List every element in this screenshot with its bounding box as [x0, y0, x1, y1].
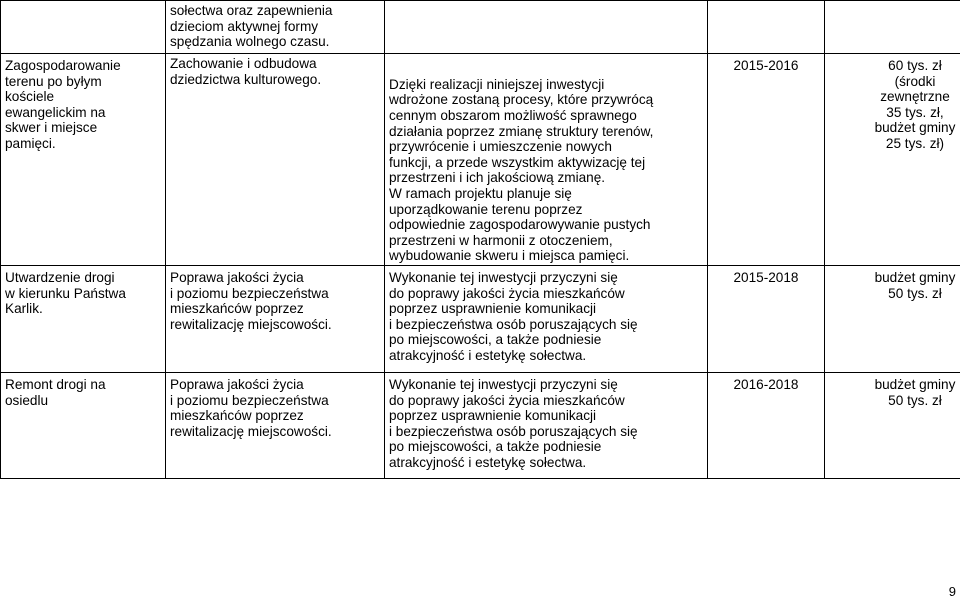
description-line: Wykonanie tej inwestycji przyczyni się	[389, 270, 618, 285]
description-line: funkcji, a przede wszystkim aktywizację tej	[389, 154, 646, 170]
period-cell	[708, 373, 825, 479]
budget-line: (środki	[894, 73, 936, 89]
description-line: przestrzeni w harmonii z otoczeniem,	[389, 232, 613, 248]
description-line: i bezpieczeństwa osób poruszających się	[389, 316, 638, 332]
table-row	[1, 54, 960, 266]
budget-line: 50 tys. zł	[888, 285, 942, 301]
page-number: 9	[948, 584, 956, 600]
description-line: poprzez usprawnienie komunikacji	[389, 301, 597, 317]
budget-line: budżet gminy	[874, 377, 956, 392]
goal-line: rewitalizację miejscowości.	[170, 423, 332, 439]
description-line: po miejscowości, a także podniesie	[389, 439, 602, 455]
budget-line: 50 tys. zł	[888, 392, 942, 408]
goal-cell	[166, 54, 385, 266]
task-name-line: Remont drogi na	[5, 377, 106, 392]
table-row	[1, 373, 960, 479]
description-line: do poprawy jakości życia mieszkańców	[389, 392, 625, 408]
table-row	[1, 1, 960, 54]
description-line: poprzez usprawnienie komunikacji	[389, 408, 597, 424]
goal-line: Poprawa jakości życia	[170, 270, 304, 285]
task-name-cell	[1, 1, 166, 54]
budget-line: 25 tys. zł)	[885, 135, 945, 151]
task-name-cell	[1, 266, 166, 373]
description-line: W ramach projektu planuje się	[389, 186, 572, 202]
description-cell	[385, 54, 708, 266]
description-cell	[385, 1, 708, 54]
task-name-line: osiedlu	[5, 392, 49, 408]
goal-line: mieszkańców poprzez	[170, 301, 304, 317]
task-name-cell	[1, 373, 166, 479]
budget-line: zewnętrzne	[880, 89, 950, 105]
goal-line: spędzania wolnego czasu.	[170, 34, 330, 50]
budget-cell	[825, 54, 960, 266]
description-line: wybudowanie skweru i miejsca pamięci.	[389, 248, 630, 264]
budget-cell	[825, 266, 960, 373]
task-name-cell	[1, 54, 166, 266]
goal-line: i poziomu bezpieczeństwa	[170, 285, 329, 301]
task-name-line: skwer i miejsce	[5, 120, 98, 136]
description-line: uporządkowanie terenu poprzez	[389, 201, 583, 217]
task-name-line: w kierunku Państwa	[5, 285, 126, 301]
goal-line: Zachowanie i odbudowa	[170, 56, 317, 71]
budget-line: 35 tys. zł,	[886, 104, 944, 120]
description-line: Dzięki realizacji niniejszej inwestycji	[389, 76, 605, 92]
goal-line: mieszkańców poprzez	[170, 408, 304, 424]
goal-line: sołectwa oraz zapewnienia	[170, 3, 333, 18]
description-cell	[385, 373, 708, 479]
goal-cell	[166, 1, 385, 54]
task-name-line: kościele	[5, 89, 55, 105]
budget-cell	[825, 1, 960, 54]
period-cell	[708, 54, 825, 266]
description-line: do poprawy jakości życia mieszkańców	[389, 285, 625, 301]
period-value: 2015-2018	[733, 270, 799, 285]
goal-line: rewitalizację miejscowości.	[170, 316, 332, 332]
description-line: odpowiednie zagospodarowywanie pustych	[389, 217, 651, 233]
description-line: działania poprzez zmianę struktury terenów,	[389, 123, 654, 139]
description-line: i bezpieczeństwa osób poruszających się	[389, 423, 638, 439]
description-line: cennym obszarom możliwość sprawnego	[389, 108, 637, 124]
period-value: 2015-2016	[733, 58, 799, 73]
task-name-line: Zagospodarowanie	[5, 58, 121, 73]
budget-cell	[825, 373, 960, 479]
goal-cell	[166, 373, 385, 479]
description-line: po miejscowości, a także podniesie	[389, 332, 602, 348]
budget-line: 60 tys. zł	[888, 58, 942, 73]
goal-line: Poprawa jakości życia	[170, 377, 304, 392]
task-name-line: pamięci.	[5, 135, 56, 151]
task-name-line: Karlik.	[5, 301, 43, 317]
period-cell	[708, 266, 825, 373]
description-line: przywrócenie i umieszczenie nowych	[389, 139, 612, 155]
goal-line: i poziomu bezpieczeństwa	[170, 392, 329, 408]
description-line: wdrożone zostaną procesy, które przywrócą	[389, 92, 654, 108]
description-line: Wykonanie tej inwestycji przyczyni się	[389, 377, 618, 392]
task-name-line: terenu po byłym	[5, 73, 102, 89]
description-line: atrakcyjność i estetykę sołectwa.	[389, 454, 587, 470]
period-value: 2016-2018	[733, 377, 799, 392]
task-name-line: ewangelickim na	[5, 104, 106, 120]
budget-line: budżet gminy	[874, 270, 956, 285]
description-cell	[385, 266, 708, 373]
task-name-line: Utwardzenie drogi	[5, 270, 115, 285]
description-line: atrakcyjność i estetykę sołectwa.	[389, 347, 587, 363]
table-row	[1, 266, 960, 373]
budget-line: budżet gminy	[874, 120, 956, 136]
goal-line: dzieciom aktywnej formy	[170, 18, 319, 34]
goal-cell	[166, 266, 385, 373]
period-cell	[708, 1, 825, 54]
description-line: przestrzeni i ich jakościową zmianę.	[389, 170, 606, 186]
goal-line: dziedzictwa kulturowego.	[170, 71, 322, 87]
